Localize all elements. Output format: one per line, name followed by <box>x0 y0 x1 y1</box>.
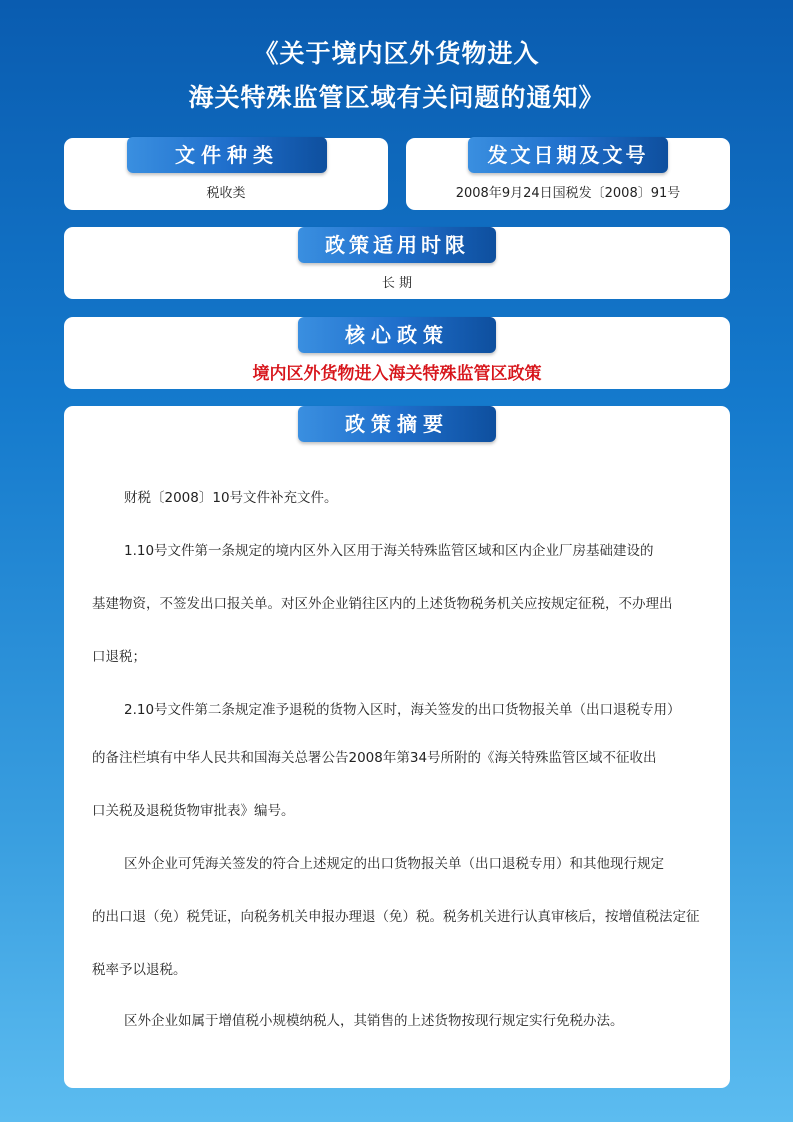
summary-line: 区外企业可凭海关签发的符合上述规定的出口货物报关单（出口退税专用）和其他现行规定 <box>124 856 664 872</box>
issue-label: 发文日期及文号 <box>468 137 668 173</box>
summary-line: 财税〔2008〕10号文件补充文件。 <box>124 490 338 506</box>
term-label: 政策适用时限 <box>298 227 496 263</box>
summary-line: 的出口退（免）税凭证，向税务机关申报办理退（免）税。税务机关进行认真审核后，按增值税法定征 <box>92 909 700 925</box>
summary-line: 2.10号文件第二条规定准予退税的货物入区时，海关签发的出口货物报关单（出口退税专用） <box>124 702 681 718</box>
core-policy-label: 核心政策 <box>298 317 496 353</box>
summary-line: 区外企业如属于增值税小规模纳税人，其销售的上述货物按现行规定实行免税办法。 <box>124 1013 624 1029</box>
summary-line: 基建物资，不签发出口报关单。对区外企业销往区内的上述货物税务机关应按规定征税，不办理出 <box>92 596 673 612</box>
summary-line: 的备注栏填有中华人民共和国海关总署公告2008年第34号所附的《海关特殊监管区域不征收出 <box>92 750 657 766</box>
issue-value: 2008年9月24日国税发〔2008〕91号 <box>455 186 681 201</box>
document-title-line-1: 《关于境内区外货物进入 <box>253 39 540 68</box>
doc-type-card <box>64 138 388 210</box>
doc-type-value: 税收类 <box>206 186 246 201</box>
summary-line: 口退税； <box>92 649 146 665</box>
summary-line: 口关税及退税货物审批表》编号。 <box>92 803 295 819</box>
summary-label: 政策摘要 <box>298 406 496 442</box>
summary-line: 税率予以退税。 <box>92 962 187 978</box>
doc-type-label: 文件种类 <box>127 137 327 173</box>
core-policy-card <box>64 317 730 389</box>
term-card <box>64 227 730 299</box>
term-value: 长 期 <box>381 276 413 291</box>
core-policy-value: 境内区外货物进入海关特殊监管区政策 <box>252 364 542 384</box>
summary-line: 1.10号文件第一条规定的境内区外入区用于海关特殊监管区域和区内企业厂房基础建设的 <box>124 543 654 559</box>
document-title-line-2: 海关特殊监管区域有关问题的通知》 <box>188 83 605 112</box>
issue-card <box>406 138 730 210</box>
